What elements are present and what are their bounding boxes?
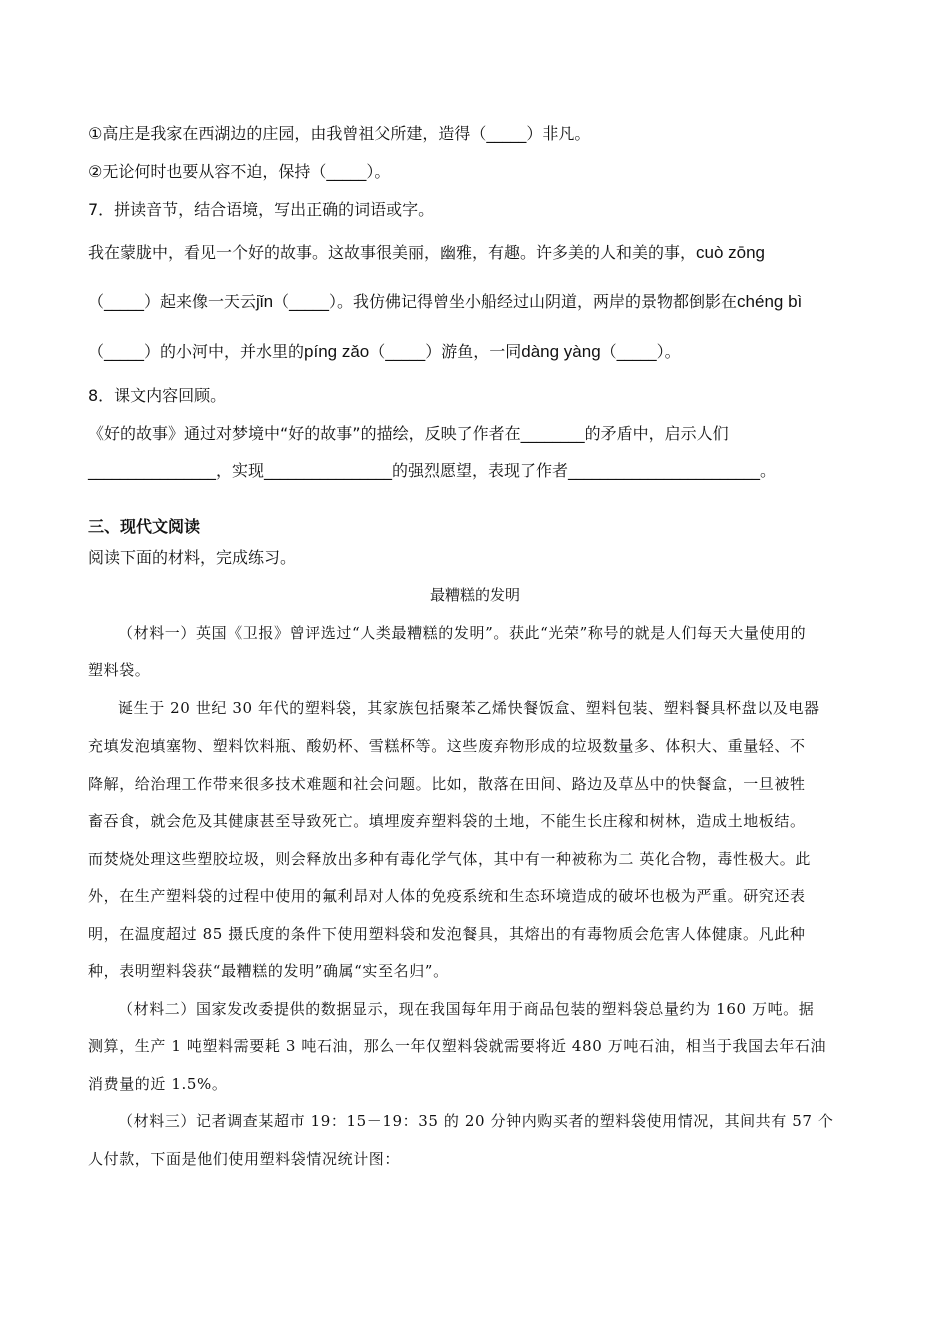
q8-line-1: 《好的故事》通过对梦境中“好的故事”的描绘，反映了作者在________的矛盾中，启示人们 <box>88 424 729 443</box>
paragraph-line: （材料一）英国《卫报》曾评选过“人类最糟糕的发明”。获此“光荣”称号的就是人们每天大量使用的 <box>118 624 807 642</box>
paragraph-line: （材料三）记者调查某超市 19：15－19：35 的 20 分钟内购买者的塑料袋使用情况，其间共有 57 个 <box>118 1112 834 1130</box>
paragraph-line: 种，表明塑料袋获“最糟糕的发明”确属“实至名归”。 <box>88 962 449 980</box>
q6-item-2: ②无论何时也要从容不迫，保持（_____）。 <box>88 162 391 181</box>
paragraph-line: 而焚烧处理这些塑胶垃圾，则会释放出多种有毒化学气体，其中有一种被称为二 英化合物，毒性极大。此 <box>88 850 811 868</box>
pinyin-dang-yang: dàng yàng <box>521 342 601 361</box>
q7-line-1 <box>88 243 765 263</box>
q7-line-2 <box>88 292 802 312</box>
paragraph-line: 诞生于 20 世纪 30 年代的塑料袋，其家族包括聚苯乙烯快餐饭盒、塑料包装、塑料餐具杯盘以及电器 <box>118 699 820 717</box>
q8-line-2: ________________，实现________________的强烈愿望，表现了作者________________________。 <box>88 461 777 480</box>
q7-line-1-text: 我在蒙胧中，看见一个好的故事。这故事很美丽，幽雅，有趣。许多美的人和美的事， <box>88 243 697 262</box>
paragraph-line: 畜吞食，就会危及其健康甚至导致死亡。填埋废弃塑料袋的土地，不能生长庄稼和树林，造成土地板结。 <box>88 812 806 830</box>
paragraph-line: 明，在温度超过 85 摄氏度的条件下使用塑料袋和发泡餐具，其熔出的有毒物质会危害人体健康。凡此种 <box>88 925 806 943</box>
section-3-instruction: 阅读下面的材料，完成练习。 <box>88 548 297 567</box>
q8-title: 8．课文内容回顾。 <box>88 386 227 405</box>
q7-line-2-b: （_____）。我仿佛记得曾坐小船经过山阴道，两岸的景物都倒影在 <box>273 292 738 311</box>
paragraph-line: 充填发泡填塞物、塑料饮料瓶、酸奶杯、雪糕杯等。这些废弃物形成的垃圾数量多、体积大、重量轻、不 <box>88 737 806 755</box>
q7-title: 7．拼读音节，结合语境，写出正确的词语或字。 <box>88 200 435 219</box>
pinyin-ping-zao: píng zǎo <box>304 342 370 361</box>
q7-line-3-b: （_____）游鱼，一同 <box>369 342 522 361</box>
pinyin-cuo-zong: cuò zōng <box>696 243 766 262</box>
paragraph-line: 消费量的近 1.5%。 <box>88 1075 228 1093</box>
paragraph-line: 测算，生产 1 吨塑料需要耗 3 吨石油，那么一年仅塑料袋就需要将近 480 万吨石油，相当于我国去年石油 <box>88 1037 827 1055</box>
q7-line-3-a: （_____）的小河中，并水里的 <box>88 342 305 361</box>
q7-line-3 <box>88 342 681 362</box>
paragraph-line: 降解，给治理工作带来很多技术难题和社会问题。比如，散落在田间、路边及草丛中的快餐盒，一旦被牲 <box>88 775 806 793</box>
paragraph-line: 人付款，下面是他们使用塑料袋情况统计图： <box>88 1150 401 1168</box>
q7-line-2-a: （_____）起来像一天云 <box>88 292 257 311</box>
paragraph-line: 塑料袋。 <box>88 661 151 679</box>
q6-item-1: ①高庄是我家在西湖边的庄园，由我曾祖父所建，造得（_____）非凡。 <box>88 124 591 143</box>
paragraph-line: （材料二）国家发改委提供的数据显示，现在我国每年用于商品包装的塑料袋总量约为 160 万吨。据 <box>118 1000 815 1018</box>
article-title: 最糟糕的发明 <box>429 586 520 604</box>
pinyin-jin: jǐn <box>256 292 274 311</box>
q7-line-3-c: （_____）。 <box>600 342 681 361</box>
pinyin-cheng-bi: chéng bì <box>737 292 803 311</box>
paragraph-line: 外，在生产塑料袋的过程中使用的氟利昂对人体的免疫系统和生态环境造成的破坏也极为严重。研究还表 <box>88 887 806 905</box>
section-3-heading: 三、现代文阅读 <box>88 517 201 536</box>
